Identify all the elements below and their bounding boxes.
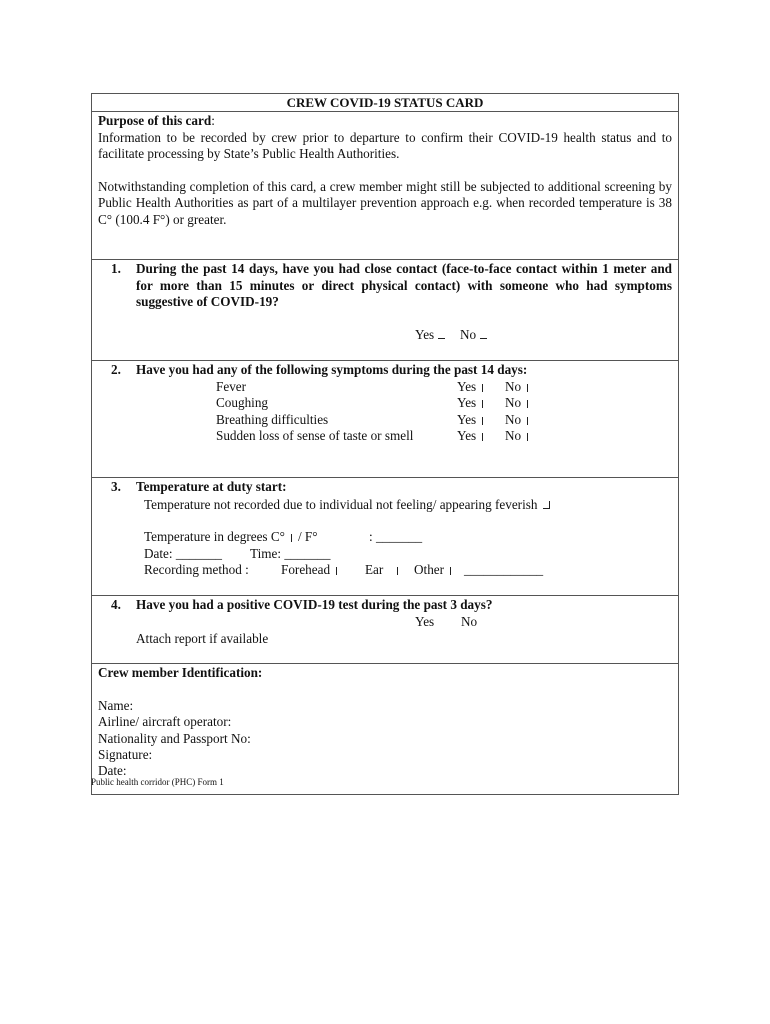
question-2-text: Have you had any of the following symptoms during the past 14 days: [136,362,528,377]
not-recorded-label: Temperature not recorded due to individual not feeling/ appearing feverish [144,497,538,512]
question-2-number: 2. [111,362,121,377]
other-label: Other [414,562,445,577]
question-3-number: 3. [111,479,121,494]
temperature-unit-label [144,529,318,545]
question-1-section [92,259,678,360]
recording-method-label: Recording method : [144,562,249,577]
question-4-no[interactable]: No [461,614,478,629]
purpose-heading: Purpose of this card [98,113,212,128]
symptom-yes [457,395,483,411]
symptom-no-label: No [505,412,522,427]
purpose-section [92,111,678,259]
question-1-yes-checkbox[interactable] [438,330,445,339]
other-checkbox[interactable] [450,567,451,575]
purpose-paragraph-2: Notwithstanding completion of this card, a crew member might still be subjected to additional screening by Public Health Authorities as part of a multilayer prevention approach e.g. when recorded temperature is 38 C° (100.4 F°) or greater. [98,178,672,227]
symptom-yes-label: Yes [457,379,477,394]
question-1-yes [415,327,445,343]
symptom-yes [457,412,483,428]
fahrenheit-label: / F° [297,529,318,544]
airline-field[interactable]: Airline/ aircraft operator: [98,714,232,729]
question-3-section [92,477,678,595]
status-card [91,93,679,795]
time-field[interactable]: Time: _______ [250,546,331,561]
question-2-section [92,360,678,477]
symptom-yes-checkbox[interactable] [482,433,483,441]
question-1-no [460,327,487,343]
symptom-no [505,428,528,444]
signature-field[interactable]: Signature: [98,747,153,762]
symptom-label: Breathing difficulties [216,412,329,427]
symptom-no-checkbox[interactable] [527,384,528,392]
question-4-yes[interactable]: Yes [415,614,435,629]
question-3-text: Temperature at duty start: [136,479,287,494]
temperature-value-field[interactable]: : _______ [369,529,423,544]
symptom-yes-checkbox[interactable] [482,417,483,425]
celsius-checkbox[interactable] [291,534,292,542]
symptom-no [505,395,528,411]
attach-report-note: Attach report if available [136,631,269,646]
symptom-yes-label: Yes [457,395,477,410]
symptom-no-checkbox[interactable] [527,417,528,425]
symptom-no-label: No [505,395,522,410]
other-option [414,562,451,578]
question-4-section [92,595,678,663]
question-1-no-checkbox[interactable] [480,330,487,339]
symptom-yes [457,428,483,444]
symptom-no-checkbox[interactable] [527,400,528,408]
forehead-checkbox[interactable] [336,567,337,575]
card-title: CREW COVID-19 STATUS CARD [286,95,484,110]
question-1-yes-label: Yes [415,327,435,342]
symptom-yes-checkbox[interactable] [482,400,483,408]
symptom-no-label: No [505,428,522,443]
symptom-label: Sudden loss of sense of taste or smell [216,428,414,443]
question-4-number: 4. [111,597,121,612]
not-recorded-option [144,497,550,513]
ear-checkbox[interactable] [397,567,398,575]
nationality-passport-field[interactable]: Nationality and Passport No: [98,731,251,746]
ear-label: Ear [365,562,384,577]
symptom-no [505,412,528,428]
symptom-no-label: No [505,379,522,394]
forehead-option [281,562,337,578]
symptom-yes-label: Yes [457,412,477,427]
purpose-paragraph-1: Information to be recorded by crew prior to departure to confirm their COVID-19 health status and to facilitate processing by State’s Public Health Authorities. [98,129,672,161]
purpose-colon: : [211,113,215,128]
question-1-text: During the past 14 days, have you had close contact (face-to-face contact within 1 meter and for more than 15 minutes or direct physical contact) with someone who had symptoms suggestive of COVID-19? [136,261,672,309]
date-signed-field[interactable]: Date: [98,763,127,778]
identification-heading: Crew member Identification: [98,665,263,680]
symptom-label: Coughing [216,395,269,410]
symptom-no-checkbox[interactable] [527,433,528,441]
symptom-label: Fever [216,379,247,394]
symptom-yes-checkbox[interactable] [482,384,483,392]
symptom-no [505,379,528,395]
name-field[interactable]: Name: [98,698,134,713]
symptom-yes-label: Yes [457,428,477,443]
ear-option [365,562,398,578]
date-field[interactable]: Date: _______ [144,546,223,561]
question-1-number: 1. [111,261,121,276]
other-method-field[interactable]: ____________ [464,562,544,577]
not-recorded-checkbox[interactable] [543,501,550,509]
question-4-text: Have you had a positive COVID-19 test during the past 3 days? [136,597,493,612]
form-footer: Public health corridor (PHC) Form 1 [91,777,224,787]
forehead-label: Forehead [281,562,331,577]
symptom-yes [457,379,483,395]
temperature-degrees-label: Temperature in degrees C° [144,529,285,544]
identification-section [92,663,678,794]
question-1-no-label: No [460,327,477,342]
